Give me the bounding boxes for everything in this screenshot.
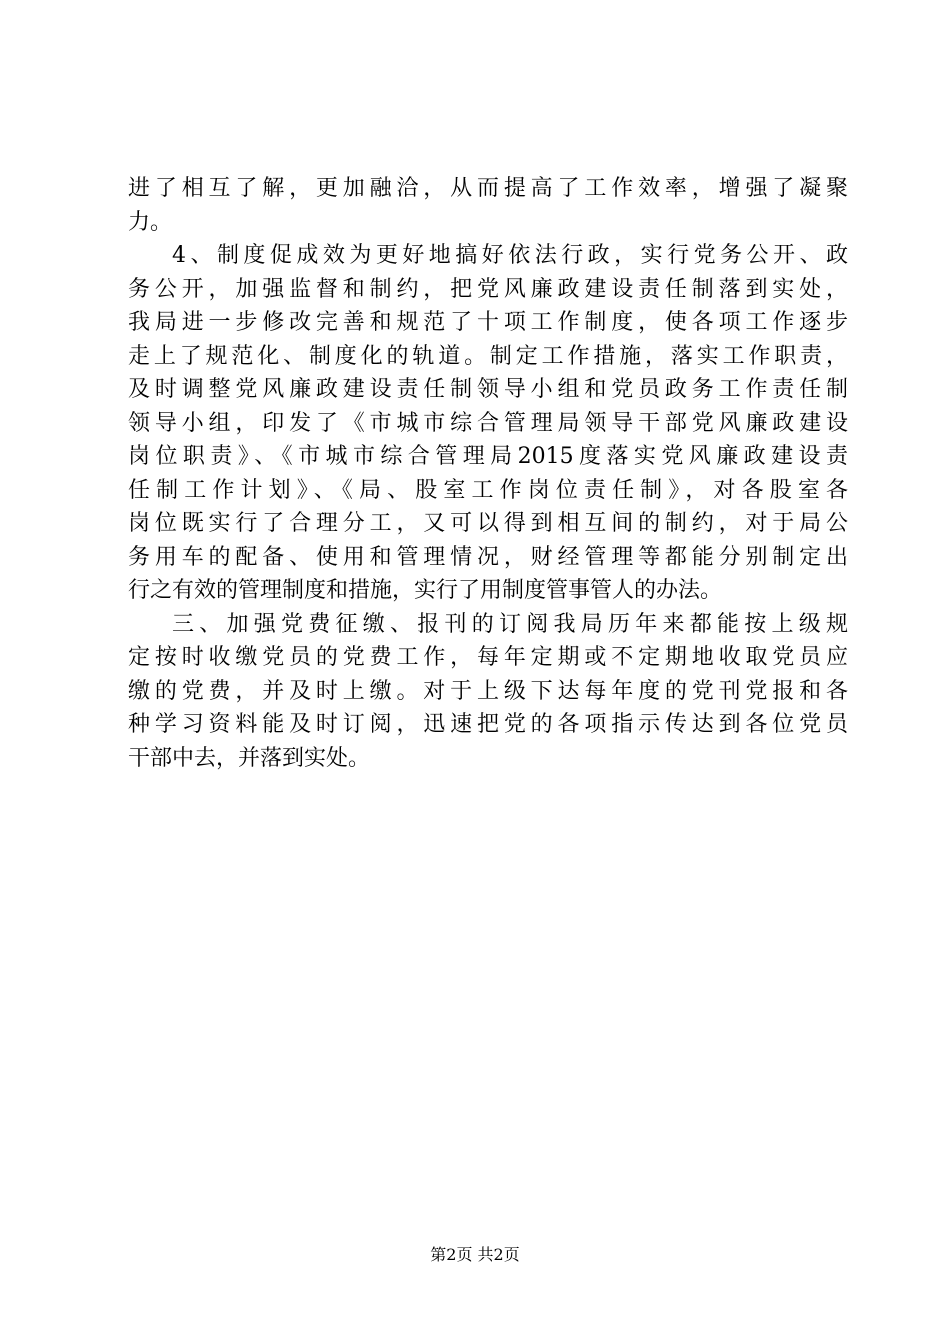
text-line: 定按时收缴党员的党费工作，每年定期或不定期地收取党员应 [128,645,848,670]
text-line: 我局进一步修改完善和规范了十项工作制度，使各项工作逐步 [128,310,848,335]
page-number: 第2页 共2页 [430,1245,520,1264]
text-line: 三、加强党费征缴、报刊的订阅我局历年来都能按上级规 [172,611,848,637]
text-line: 干部中去，并落到实处。 [128,745,371,771]
page-footer [0,1244,950,1266]
text-line: 岗位职责》、《市城市综合管理局2015度落实党风廉政建设责 [128,444,848,469]
text-line: 4、制度促成效为更好地搞好依法行政，实行党务公开、政 [172,243,848,268]
text-line: 任制工作计划》、《局、股室工作岗位责任制》，对各股室各 [128,477,848,503]
text-line: 行之有效的管理制度和措施，实行了用制度管事管人的办法。 [128,578,723,603]
text-line: 种学习资料能及时订阅，迅速把党的各项指示传达到各位党员 [128,712,848,737]
text-line: 及时调整党风廉政建设责任制领导小组和党员政务工作责任制 [128,377,848,402]
text-line: 力。 [128,209,173,235]
text-line: 走上了规范化、制度化的轨道。制定工作措施，落实工作职责， [128,343,848,369]
text-line: 务用车的配备、使用和管理情况，财经管理等都能分别制定出 [128,544,848,570]
text-line: 进了相互了解，更加融洽，从而提高了工作效率，增强了凝聚 [128,176,848,201]
text-line: 岗位既实行了合理分工，又可以得到相互间的制约，对于局公 [128,511,848,536]
document-body [128,172,848,775]
text-line: 领导小组，印发了《市城市综合管理局领导干部党风廉政建设 [128,410,848,436]
text-line: 务公开，加强监督和制约，把党风廉政建设责任制落到实处， [128,276,848,302]
text-line: 缴的党费，并及时上缴。对于上级下达每年度的党刊党报和各 [128,678,848,704]
